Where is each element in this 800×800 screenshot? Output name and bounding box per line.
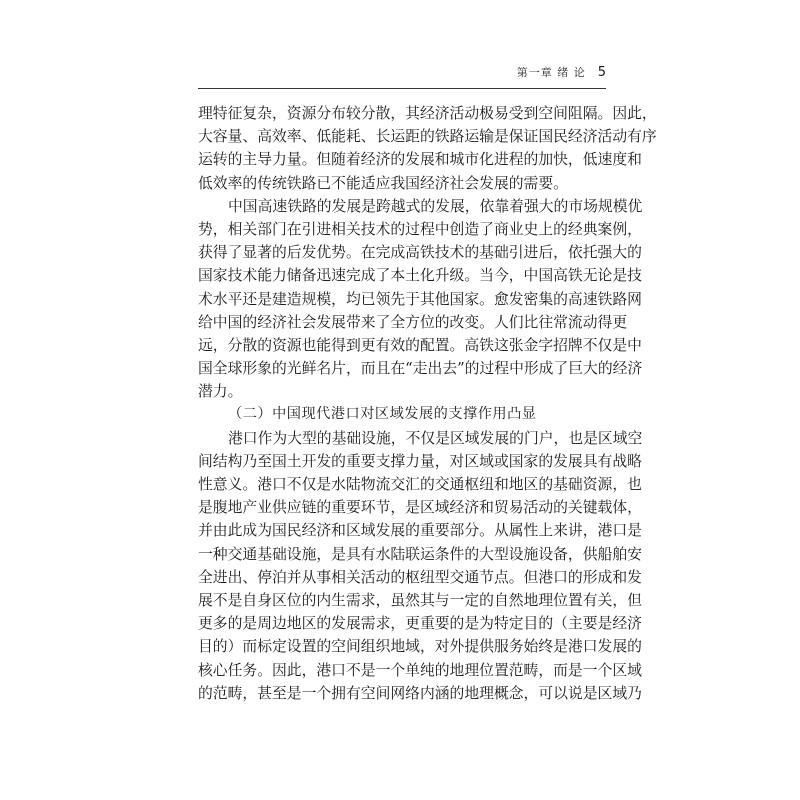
text-line: 潜力。 — [198, 383, 243, 401]
text-line: 远，分散的资源也能得到更有效的配置。高铁这张金字招牌不仅是中 — [198, 336, 642, 354]
section-heading: （二）中国现代港口对区域发展的支撑作用凸显 — [228, 406, 537, 423]
text-line: 大容量、高效率、低能耗、长运距的铁路运输是保证国民经济活动有序 — [198, 128, 657, 146]
text-line: 性意义。港口不仅是水陆物流交汇的交通枢纽和地区的基础资源，也 — [198, 476, 642, 493]
header-rule — [198, 88, 606, 89]
text-line: 并由此成为国民经济和区域发展的重要部分。从属性上来讲，港口是 — [198, 522, 642, 540]
running-header — [198, 64, 606, 86]
text-line: 展不是自身区位的内生需求，虽然其与一定的自然地理位置有关，但 — [198, 591, 642, 609]
text-line: 术水平还是建造规模，均已领先于其他国家。愈发密集的高速铁路网 — [198, 290, 642, 308]
text-line: 国家技术能力储备迅速完成了本土化升级。当今，中国高铁无论是技 — [198, 267, 642, 285]
text-line: 一种交通基础设施，是具有水陆联运条件的大型设施设备，供船舶安 — [198, 545, 642, 563]
text-line: 低效率的传统铁路已不能适应我国经济社会发展的需要。 — [198, 174, 568, 192]
chapter-title: 第一章 绪 论 — [516, 66, 586, 79]
text-line: 核心任务。因此，港口不是一个单纯的地理位置范畴，而是一个区域 — [198, 661, 642, 679]
page-number: 5 — [597, 65, 606, 80]
text-line: 理特征复杂，资源分布较分散，其经济活动极易受到空间阻隔。因此， — [198, 105, 657, 122]
text-line: 的范畴，甚至是一个拥有空间网络内涵的地理概念，可以说是区域乃 — [198, 684, 642, 702]
text-line: 间结构乃至国土开发的重要支撑力量，对区域或国家的发展具有战略 — [198, 452, 642, 470]
text-line: 中国高速铁路的发展是跨越式的发展，依靠着强大的市场规模优 — [228, 197, 643, 215]
text-line: 国全球形象的光鲜名片，而且在“走出去”的过程中形成了巨大的经济 — [198, 360, 643, 378]
text-line: 运转的主导力量。但随着经济的发展和城市化进程的加快，低速度和 — [198, 151, 642, 169]
text-line: 目的）而标定设置的空间组织地域，对外提供服务始终是港口发展的 — [198, 638, 642, 656]
text-line: 势，相关部门在引进相关技术的过程中创造了商业史上的经典案例， — [198, 220, 642, 238]
text-line: 全进出、停泊并从事相关活动的枢纽型交通节点。但港口的形成和发 — [198, 568, 642, 586]
text-line: 是腹地产业供应链的重要环节，是区域经济和贸易活动的关键载体， — [198, 499, 642, 517]
text-line: 获得了显著的后发优势。在完成高铁技术的基础引进后，依托强大的 — [198, 244, 642, 262]
text-line: 给中国的经济社会发展带来了全方位的改变。人们比往常流动得更 — [198, 313, 628, 331]
text-line: 更多的是周边地区的发展需求，更重要的是为特定目的（主要是经济 — [198, 615, 642, 633]
text-line: 港口作为大型的基础设施，不仅是区域发展的门户，也是区域空 — [228, 429, 643, 447]
body-text — [198, 102, 657, 705]
